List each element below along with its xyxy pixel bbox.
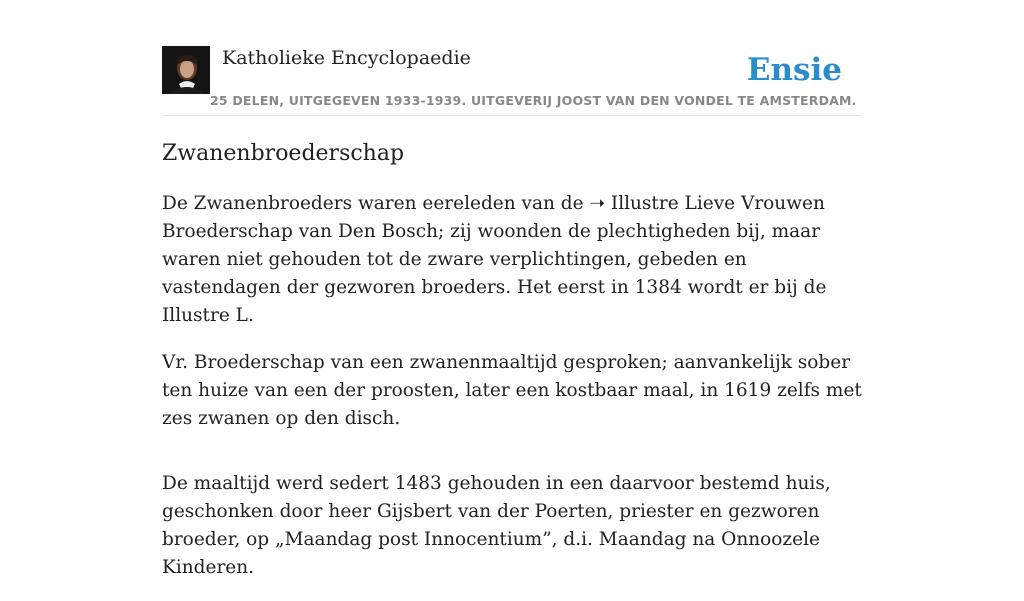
- paragraph-text: De Zwanenbroeders waren eereleden van de: [162, 193, 590, 214]
- portrait-avatar[interactable]: [162, 46, 210, 94]
- paragraph-text: van Den Bosch; zij woonden de plechtigheden bij, maar waren niet gehouden tot de zware verplichtingen, gebeden en vastendagen der gezworen broeders. Het eerst in 1384 wordt er bij de Illustre L.: [162, 221, 827, 326]
- cross-reference-label: Illustre Lieve Vrouwen Broederschap: [162, 193, 825, 242]
- arrow-icon: ➝: [589, 193, 605, 214]
- article-title: Zwanenbroederschap: [162, 141, 405, 166]
- portrait-icon: [162, 46, 210, 94]
- article-paragraph-1: [162, 190, 862, 330]
- article: [162, 138, 862, 601]
- header-divider: [162, 115, 862, 116]
- book-subtitle: 25 DELEN, UITGEGEVEN 1933-1939. UITGEVERIJ JOOST VAN DEN VONDEL TE AMSTERDAM.: [210, 93, 857, 108]
- article-paragraph-2: Vr. Broederschap van een zwanenmaaltijd gesproken; aanvankelijk sober ten huize van een der proosten, later een kostbaar maal, in 1619 zelfs met zes zwanen op den disch.: [162, 352, 862, 429]
- article-paragraph-3: De maaltijd werd sedert 1483 gehouden in een daarvoor bestemd huis, geschonken door heer Gijsbert van der Poerten, priester en gezworen broeder, op „Maandag post Innocentium”, d.i. Maandag na Onnoozele Kinderen.: [162, 473, 831, 578]
- book-title[interactable]: Katholieke Encyclopaedie: [222, 47, 471, 69]
- brand-logo[interactable]: Ensie: [746, 52, 842, 88]
- header: [162, 46, 862, 116]
